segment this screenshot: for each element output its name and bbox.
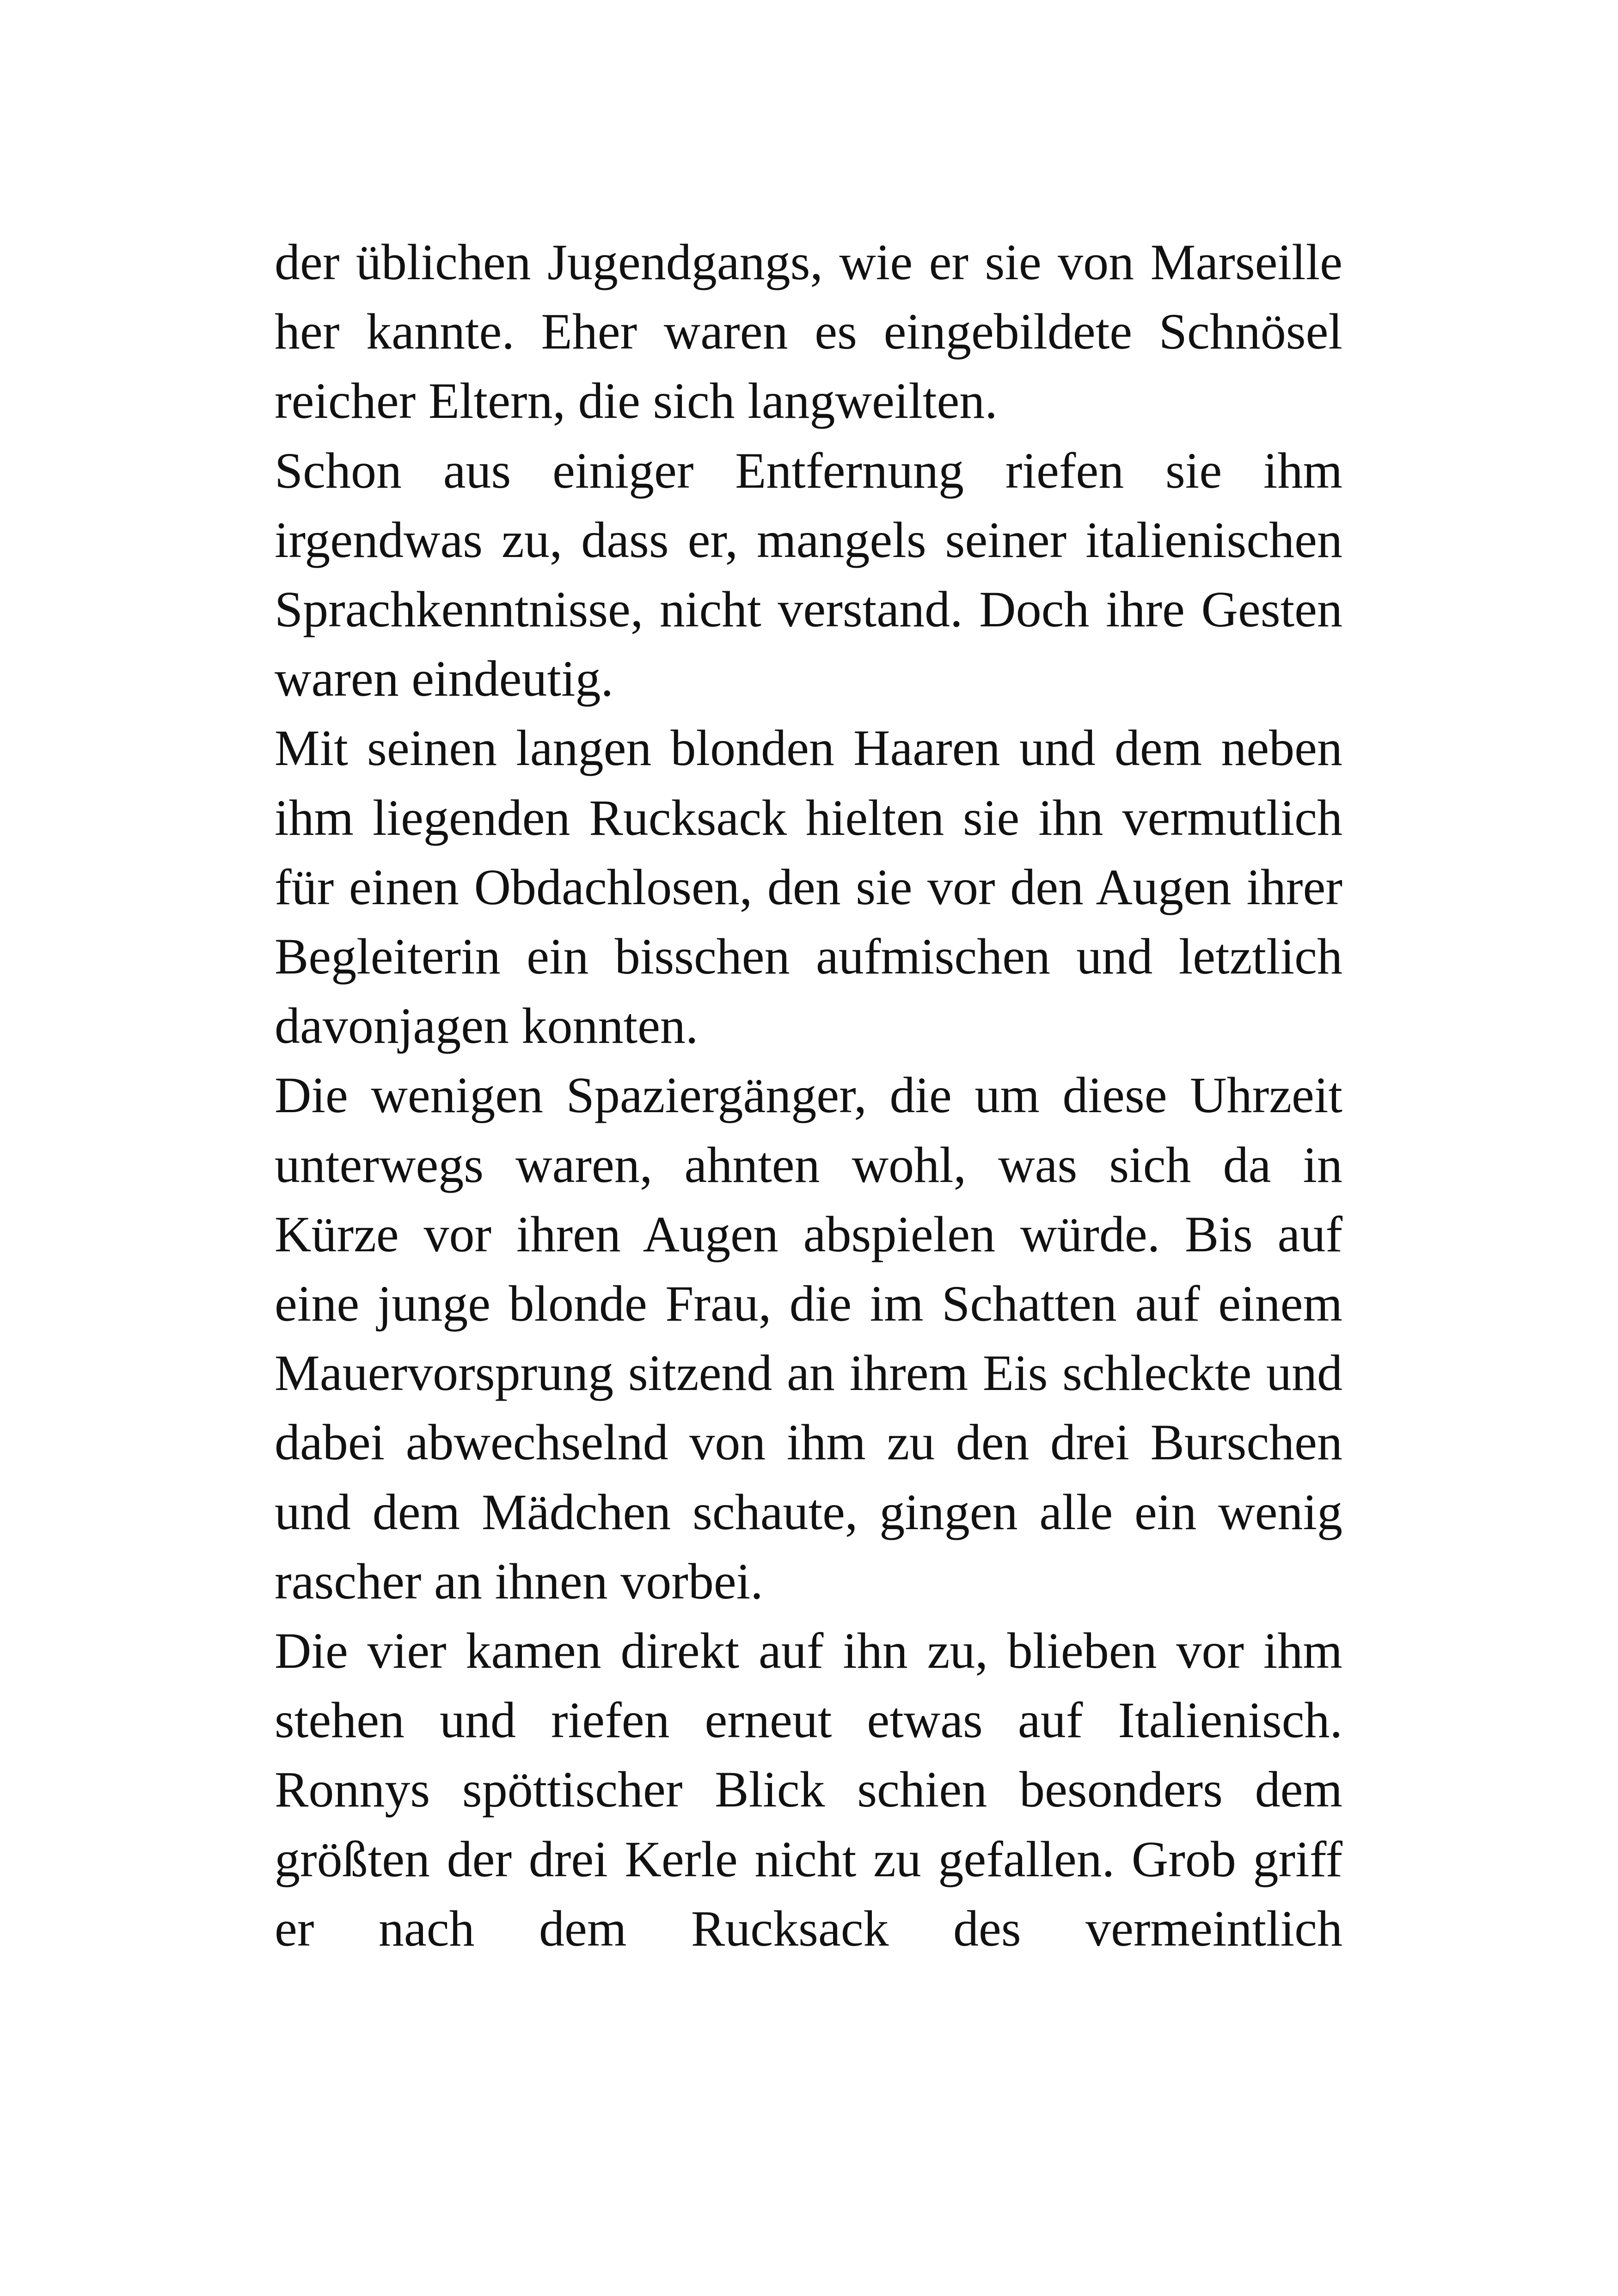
body-text (275, 227, 1342, 1963)
paragraph: der üblichen Jugendgangs, wie er sie von Marseille her kannte. Eher waren es eingebildete Schnösel reicher Eltern, die sich langweilten. (275, 234, 1342, 429)
paragraph-continued: Die vier kamen direkt auf ihn zu, blieben vor ihm stehen und riefen erneut etwas auf Italienisch. Ronnys spöttischer Blick schien besonders dem größten der drei Kerle nicht zu gefallen. Grob griff er nach dem Rucksack des vermeintlich (275, 1623, 1342, 1957)
paragraph: Die wenigen Spaziergänger, die um diese Uhrzeit unterwegs waren, ahnten wohl, was sich da in Kürze vor ihren Augen abspielen würde. Bis auf eine junge blonde Frau, die im Schatten auf einem Mauervorsprung sitzend an ihrem Eis schleckte und dabei abwechselnd von ihm zu den drei Burschen und dem Mädchen schaute, gingen alle ein wenig rascher an ihnen vorbei. (275, 1067, 1342, 1610)
paragraph: Schon aus einiger Entfernung riefen sie ihm irgendwas zu, dass er, mangels seiner italienischen Sprachkenntnisse, nicht verstand. Doch ihre Gesten waren eindeutig. (275, 442, 1342, 707)
paragraph: Mit seinen langen blonden Haaren und dem neben ihm liegenden Rucksack hielten sie ihn vermutlich für einen Obdachlosen, den sie vor den Augen ihrer Begleiterin ein bisschen aufmischen und letztlich davonjagen konnten. (275, 720, 1342, 1054)
